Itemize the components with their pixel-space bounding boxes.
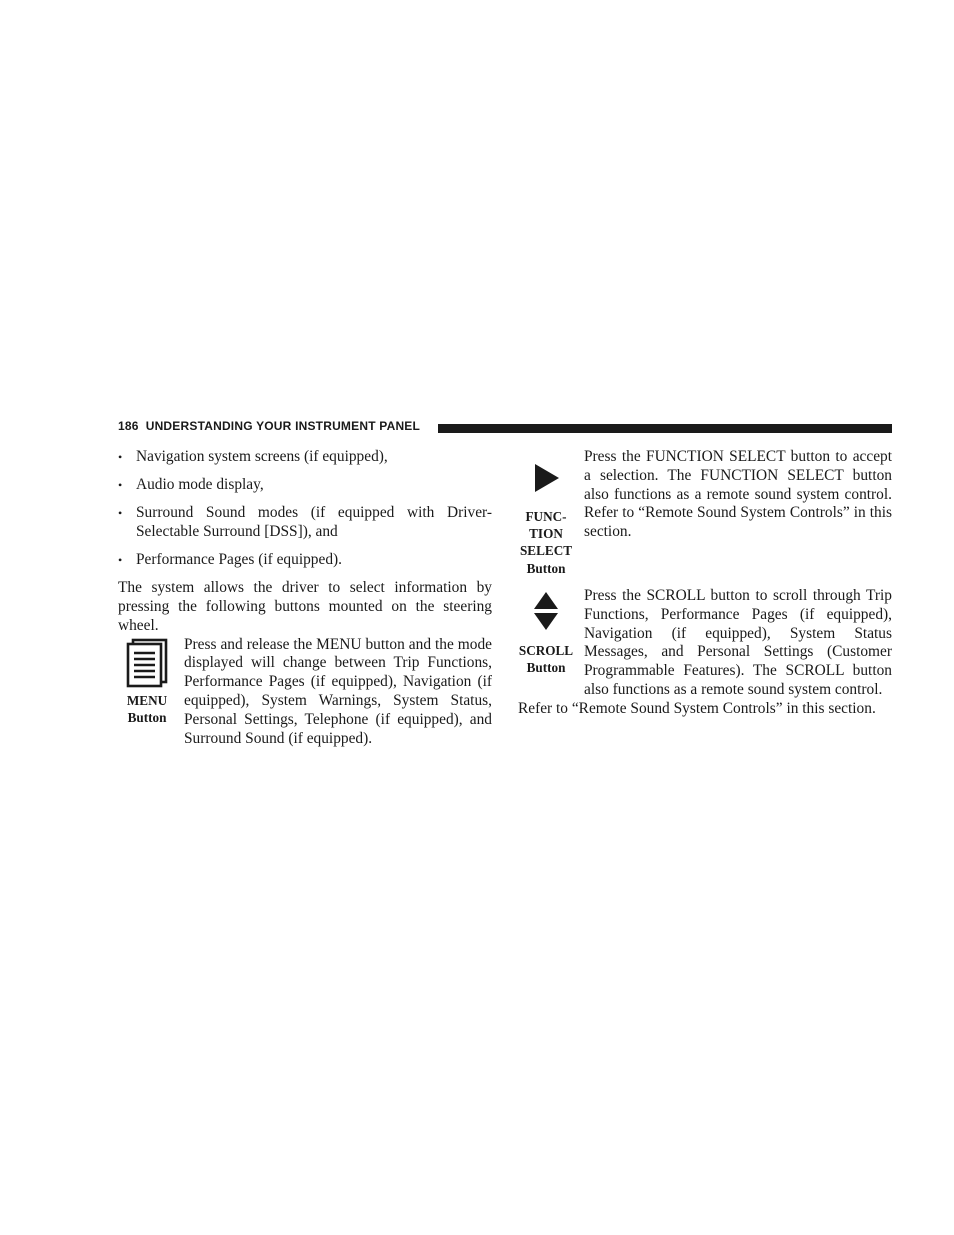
function-select-label-3: SELECT bbox=[519, 543, 573, 559]
menu-list-icon bbox=[124, 638, 170, 688]
function-select-caption: Button bbox=[526, 560, 566, 576]
menu-button-caption: Button bbox=[127, 709, 167, 725]
list-item: • Surround Sound modes (if equipped with Driver-Selectable Surround [DSS]), and bbox=[118, 504, 492, 540]
function-select-label-1: FUNC- bbox=[525, 509, 567, 524]
scroll-button-figure bbox=[516, 590, 576, 676]
play-triangle-icon bbox=[531, 462, 561, 494]
menu-description: Press and release the MENU button and the mode displayed will change between Trip Functions, Performance Pages (if equipped), Navigation (if equipped), System Warnings, System Status, Personal Settings, Telephone (if equipped), and Surround Sound (if equipped). bbox=[184, 635, 492, 747]
header-rule bbox=[438, 424, 892, 433]
up-down-arrows-icon bbox=[532, 590, 560, 632]
feature-list bbox=[118, 448, 492, 570]
bullet-icon: • bbox=[118, 553, 123, 568]
function-select-label-2: TION bbox=[529, 526, 563, 542]
bullet-icon: • bbox=[118, 506, 123, 521]
bullet-icon: • bbox=[118, 450, 123, 464]
scroll-description: Press the SCROLL button to scroll through Trip Functions, Performance Pages (if equipped), Navigation (if equipped), System Status Messages, and Personal Settings (Customer Programmable Features). The SCROLL button also functions as a remote sound system control. bbox=[584, 586, 892, 698]
scroll-button-label: SCROLL bbox=[518, 642, 574, 658]
list-item: • Audio mode display, bbox=[118, 476, 264, 494]
scroll-button-caption: Button bbox=[526, 660, 566, 676]
page-header bbox=[118, 419, 892, 435]
menu-button-section bbox=[118, 636, 492, 749]
function-select-description: Press the FUNCTION SELECT button to accept a selection. The FUNCTION SELECT button also functions as a remote sound system control. Refer to “Remote Sound System Controls” in this section. bbox=[584, 448, 892, 541]
function-select-figure bbox=[516, 462, 576, 577]
list-item: • Performance Pages (if equipped). bbox=[118, 551, 342, 569]
menu-button-label: MENU bbox=[126, 692, 168, 708]
menu-button-figure bbox=[118, 636, 176, 726]
scroll-section bbox=[518, 587, 892, 719]
bullet-icon: • bbox=[118, 478, 123, 493]
page-number: 186 bbox=[118, 419, 139, 433]
right-column bbox=[518, 448, 892, 719]
page-header-text bbox=[118, 419, 420, 433]
list-item: • Navigation system screens (if equipped), bbox=[118, 448, 388, 465]
intro-paragraph: The system allows the driver to select information by pressing the following buttons mounted on the steering wheel. bbox=[118, 579, 492, 634]
left-column bbox=[118, 448, 492, 748]
scroll-description-continued: Refer to “Remote Sound System Controls” in this section. bbox=[518, 699, 876, 717]
function-select-section bbox=[518, 448, 892, 576]
section-title: UNDERSTANDING YOUR INSTRUMENT PANEL bbox=[145, 419, 421, 433]
